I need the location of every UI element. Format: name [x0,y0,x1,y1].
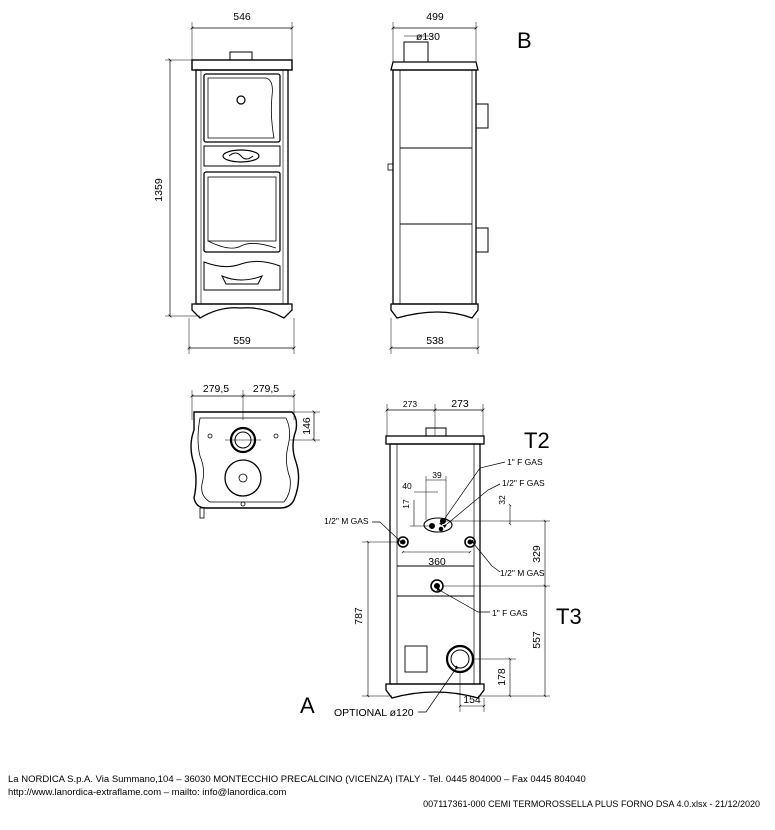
label-1f-gas-mid: 1" F GAS [492,608,528,618]
top-half-left: 279,5 [202,383,230,395]
rear-half-right: 273 [451,398,469,410]
dim-360: 360 [428,556,446,568]
dim-787: 787 [353,607,365,625]
front-height: 1359 [153,178,165,202]
front-width-top: 546 [233,11,251,23]
rear-half-left: 273 [402,399,418,409]
side-flue-diameter: ø130 [416,31,440,43]
label-1f-gas-top: 1" F GAS [507,457,543,467]
dim-557: 557 [531,631,543,649]
side-view [388,22,488,354]
rear-view [362,404,550,712]
front-width-bottom: 559 [233,335,251,347]
dim-39: 39 [432,470,442,480]
side-view-label: B [517,28,532,53]
label-half-m-gas-left: 1/2" M GAS [324,516,369,526]
dim-329: 329 [531,545,543,563]
top-depth: 146 [301,417,313,435]
dim-40: 40 [402,481,412,491]
dim-17: 17 [401,499,411,509]
label-half-m-gas-right: 1/2" M GAS [500,568,545,578]
footer-company-address: La NORDICA S.p.A. Via Summano,104 – 36030 MONTECCHIO PRECALCINO (VICENZA) ITALY - Tel. 0445 804000 – Fax 0445 804040 [8,774,586,785]
footer-web-links: http://www.lanordica-extraflame.com – mailto: info@lanordica.com [8,787,287,798]
dim-32: 32 [497,495,507,505]
front-view [165,22,294,354]
top-half-right: 279,5 [252,383,280,395]
t3-label: T3 [556,604,582,629]
rear-view-label: A [300,693,315,718]
label-half-f-gas: 1/2" F GAS [502,478,545,488]
t2-label: T2 [524,428,550,453]
top-view [191,390,320,518]
footer-file-reference: 007117361-000 CEMI TERMOROSSELLA PLUS FORNO DSA 4.0.xlsx - 21/12/2020 [423,799,760,809]
side-width-top: 499 [426,11,444,23]
side-width-bottom: 538 [426,335,444,347]
label-optional-outlet: OPTIONAL ø120 [334,707,414,719]
dim-154: 154 [463,694,481,706]
dim-178: 178 [496,668,508,686]
